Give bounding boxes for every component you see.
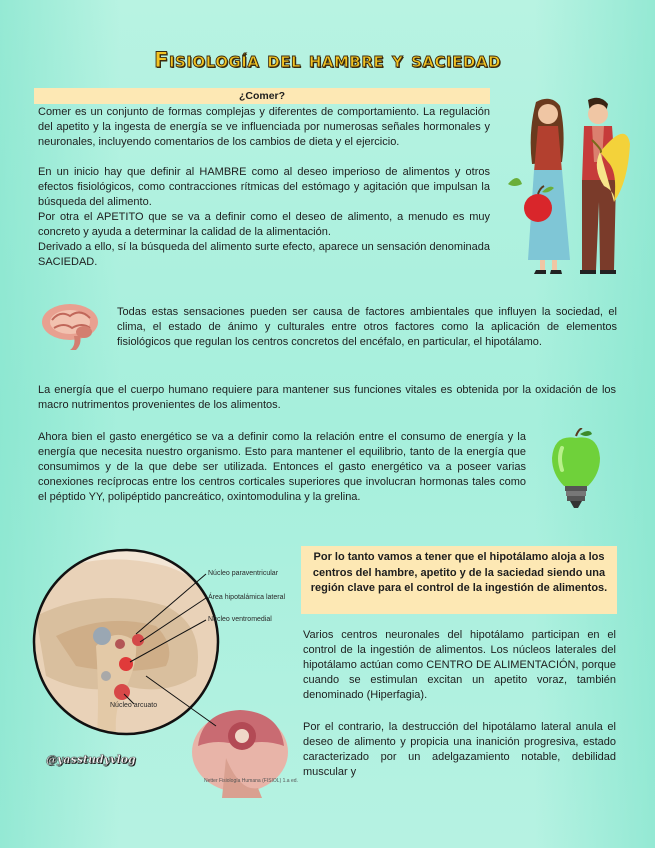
paragraph-factors: Todas estas sensaciones pueden ser causa de factores ambientales que influyen la sociedad, el clima, el estado de ánimo y culturales entre otros factores como la aplicación de elementos fisiológicos que regulan los centros concretos del encéfalo, en particular, el hipotálamo. (117, 306, 617, 348)
paragraph-apetito: Por otra el APETITO que se va a definir como el deseo de alimento, a menudo es muy concreto y ayuda a determinar la calidad de la alimentación. (38, 211, 490, 238)
paragraph-saciedad: Derivado a ello, sí la búsqueda del alimento surte efecto, aparece un sensación denominada SACIEDAD. (38, 241, 490, 268)
intro-text-block (38, 105, 490, 270)
couple-with-fruit-illustration (496, 92, 636, 276)
brain-icon (40, 300, 108, 352)
paragraph-energy: La energía que el cuerpo humano requiere para mantener sus funciones vitales es obtenida por la oxidación de los macro nutrimentos provenientes de los alimentos. (38, 384, 616, 411)
label-paraventricular: Núcleo paraventricular (208, 570, 279, 577)
author-handle: @yasstudyvlog (46, 753, 136, 766)
label-arcuate: Núcleo arcuato (110, 702, 158, 709)
highlight-box: Por lo tanto vamos a tener que el hipotálamo aloja a los centros del hambre, apetito y de la saciedad siendo una región clave para el control de la ingestión de alimentos. (301, 546, 617, 614)
image-credit: Netter Fisiología Humana (FISIOL) 1.a ed. (204, 778, 298, 784)
label-ventromedial: Núcleo ventromedial (208, 616, 272, 623)
paragraph-neuronal-centers: Varios centros neuronales del hipotálamo participan en el control de la ingestión de alimentos. Los núcleos laterales del hipotálamo actúan como CENTRO DE ALIMENTACIÓN, porque cuando se estimulan excitan un apetito voraz, también denominado (Hiperfagia). (303, 629, 616, 701)
paragraph-hambre: En un inicio hay que definir al HAMBRE como al deseo imperioso de alimentos y otros efectos fisiológicos, como contracciones rítmicas del estómago y agitación que impulsan la búsqueda del alimento. (38, 166, 490, 208)
paragraph-definition: Comer es un conjunto de formas complejas y diferentes de comportamiento. La regulación del apetito y la ingesta de energía se ve influenciada por numerosas señales hormonales y neuronales, incluyendo comentarios de los cambios de dieta y el ejercicio. (38, 106, 490, 148)
label-lateral-area: Área hipotalámica lateral (208, 594, 286, 601)
paragraph-energy-expenditure: Ahora bien el gasto energético se va a definir como la relación entre el consumo de energía y la energía que necesita nuestro organismo. Esto para mantener el equilibrio, tanto de la energía que consumimos y de la que debe ser utilizada. Entonces el gasto energético va a poseer varias conexiones recíprocas entre los centros corticales superiores que involucran hormonas tales como el péptido YY, polipéptido pancreático, oxintomodulina y la grelina. (38, 431, 526, 503)
apple-lightbulb-icon (548, 428, 604, 514)
section-heading: ¿Comer? (34, 88, 490, 104)
paragraph-lateral-destruction: Por el contrario, la destrucción del hipotálamo lateral anula el deseo de alimento y propicia una inanición progresiva, estado caracterizado por un adelgazamiento notable, debilidad muscular y (303, 721, 616, 778)
page-title: Fisiología del hambre y saciedad (154, 48, 501, 72)
